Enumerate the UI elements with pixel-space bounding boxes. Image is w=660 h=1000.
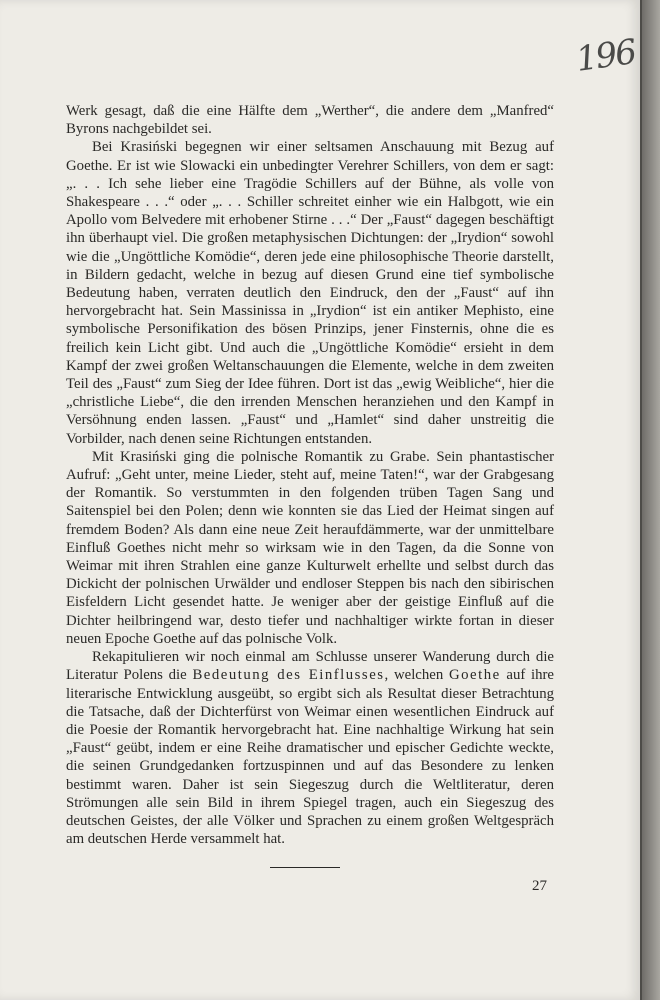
handwritten-page-note: 196 <box>573 32 638 80</box>
paragraph-3: Mit Krasiński ging die polnische Romantik zu Grabe. Sein phantastischer Aufruf: „Geht unter, meine Lieder, steht auf, meine Taten!“, war der Grabgesang der Romantik. So verstummten in den folgenden trüben Tagen Sang und Saitenspiel bei den Polen; denn wie konnten sie das Lied der Heimat singen auf fremdem Boden? Als dann eine neue Zeit heraufdämmerte, war der unmittelbare Einfluß Goethes nicht mehr so wirksam wie in den Tagen, da die Sonne von Weimar mit ihren Strahlen eine ganze Kulturwelt erhellte und selbst durch das Dickicht der polnischen Urwälder und endloser Steppen bis nach den sibirischen Eisfeldern Licht gesendet hatte. Je weniger aber der geistige Einfluß auf die Dichter heilbringend war, desto tiefer und nachhaltiger wirkte fortan in dieser neuen Epoche Goethe auf das polnische Volk. <box>66 448 554 647</box>
page-number: 27 <box>532 878 547 894</box>
paragraph-4-part-2: , welchen <box>384 667 449 684</box>
paragraph-4-part-3: auf ihre literarische Entwicklung ausgeübt, so ergibt sich als Resultat dieser Betrachtung die Tatsache, daß der Dichterfürst von Weimar einen wesentlichen Eindruck auf die Poesie der Romantik hervorgebracht hat. Eine nachhaltige Wirkung hat sein „Faust“ geübt, indem er eine Reihe dramatischer und epischer Gedichte weckte, die seinen Grundgedanken fortzuspinnen und auf das Besondere zu lenken bestimmt waren. Daher ist sein Siegeszug durch die Weltliteratur, deren Strömungen alle sein Bild in ihrem Spiegel tragen, auch ein Siegeszug des deutschen Geistes, der alle Völker und Sprachen zu einem großen Weltgespräch am deutschen Herde versammelt hat. <box>66 667 555 848</box>
spaced-emphasis-influence: Bedeutung des Einflusses <box>192 667 385 684</box>
paragraph-4 <box>66 648 554 848</box>
paragraph-2: Bei Krasiński begegnen wir einer seltsamen Anschauung mit Bezug auf Goethe. Er ist wie Slowacki ein unbedingter Verehrer Schillers, von dem er sagt: „. . . Ich sehe lieber eine Tragödie Schillers auf der Bühne, als volle von Shakespeare . . .“ oder „. . . Schiller schreitet einher wie ein Halbgott, wie ein Apollo vom Belvedere mit erhobener Stirne . . .“ Der „Faust“ dagegen beschäftigt ihn überhaupt viel. Die großen metaphysischen Dichtungen: der „Irydion“ sowohl wie die „Ungöttliche Komödie“, deren jede eine philosophische Theorie darstellt, in Bildern gedacht, welche in bezug auf diesen Grund eine tief symbolische Bedeutung haben, verraten deutlich den Eindruck, den der „Faust“ auf ihn hervorgebracht hat. Sein Massinissa in „Irydion“ ist ein antiker Mephisto, eine symbolische Personifikation des bösen Prinzips, jener Finsternis, ohne die es freilich kein Licht gibt. Und auch die „Ungöttliche Komödie“ ersieht in dem Kampf der zwei großen Weltanschauungen die Elemente, welche in dem zweiten Teil des „Faust“ zum Sieg der Idee führen. Dort ist das „ewig Weibliche“, hier die „christliche Liebe“, die den irrenden Menschen heranziehen und den Kampf in Versöhnung enden lassen. „Faust“ und „Hamlet“ sind daher unstreitig die Vorbilder, nach denen seine Richtungen entstanden. <box>66 139 554 447</box>
body-text <box>66 102 554 848</box>
closing-rule <box>270 867 340 868</box>
paragraph-4-part-1: Rekapitulieren wir noch einmal am Schlusse unserer Wanderung durch die Literatur Polens die <box>66 649 554 684</box>
spaced-emphasis-goethe: Goethe <box>448 667 501 684</box>
paragraph-1: Werk gesagt, daß die eine Hälfte dem „Werther“, die andere dem „Manfred“ Byrons nachgebildet sei. <box>66 103 554 138</box>
book-edge-shadow <box>642 0 660 1000</box>
